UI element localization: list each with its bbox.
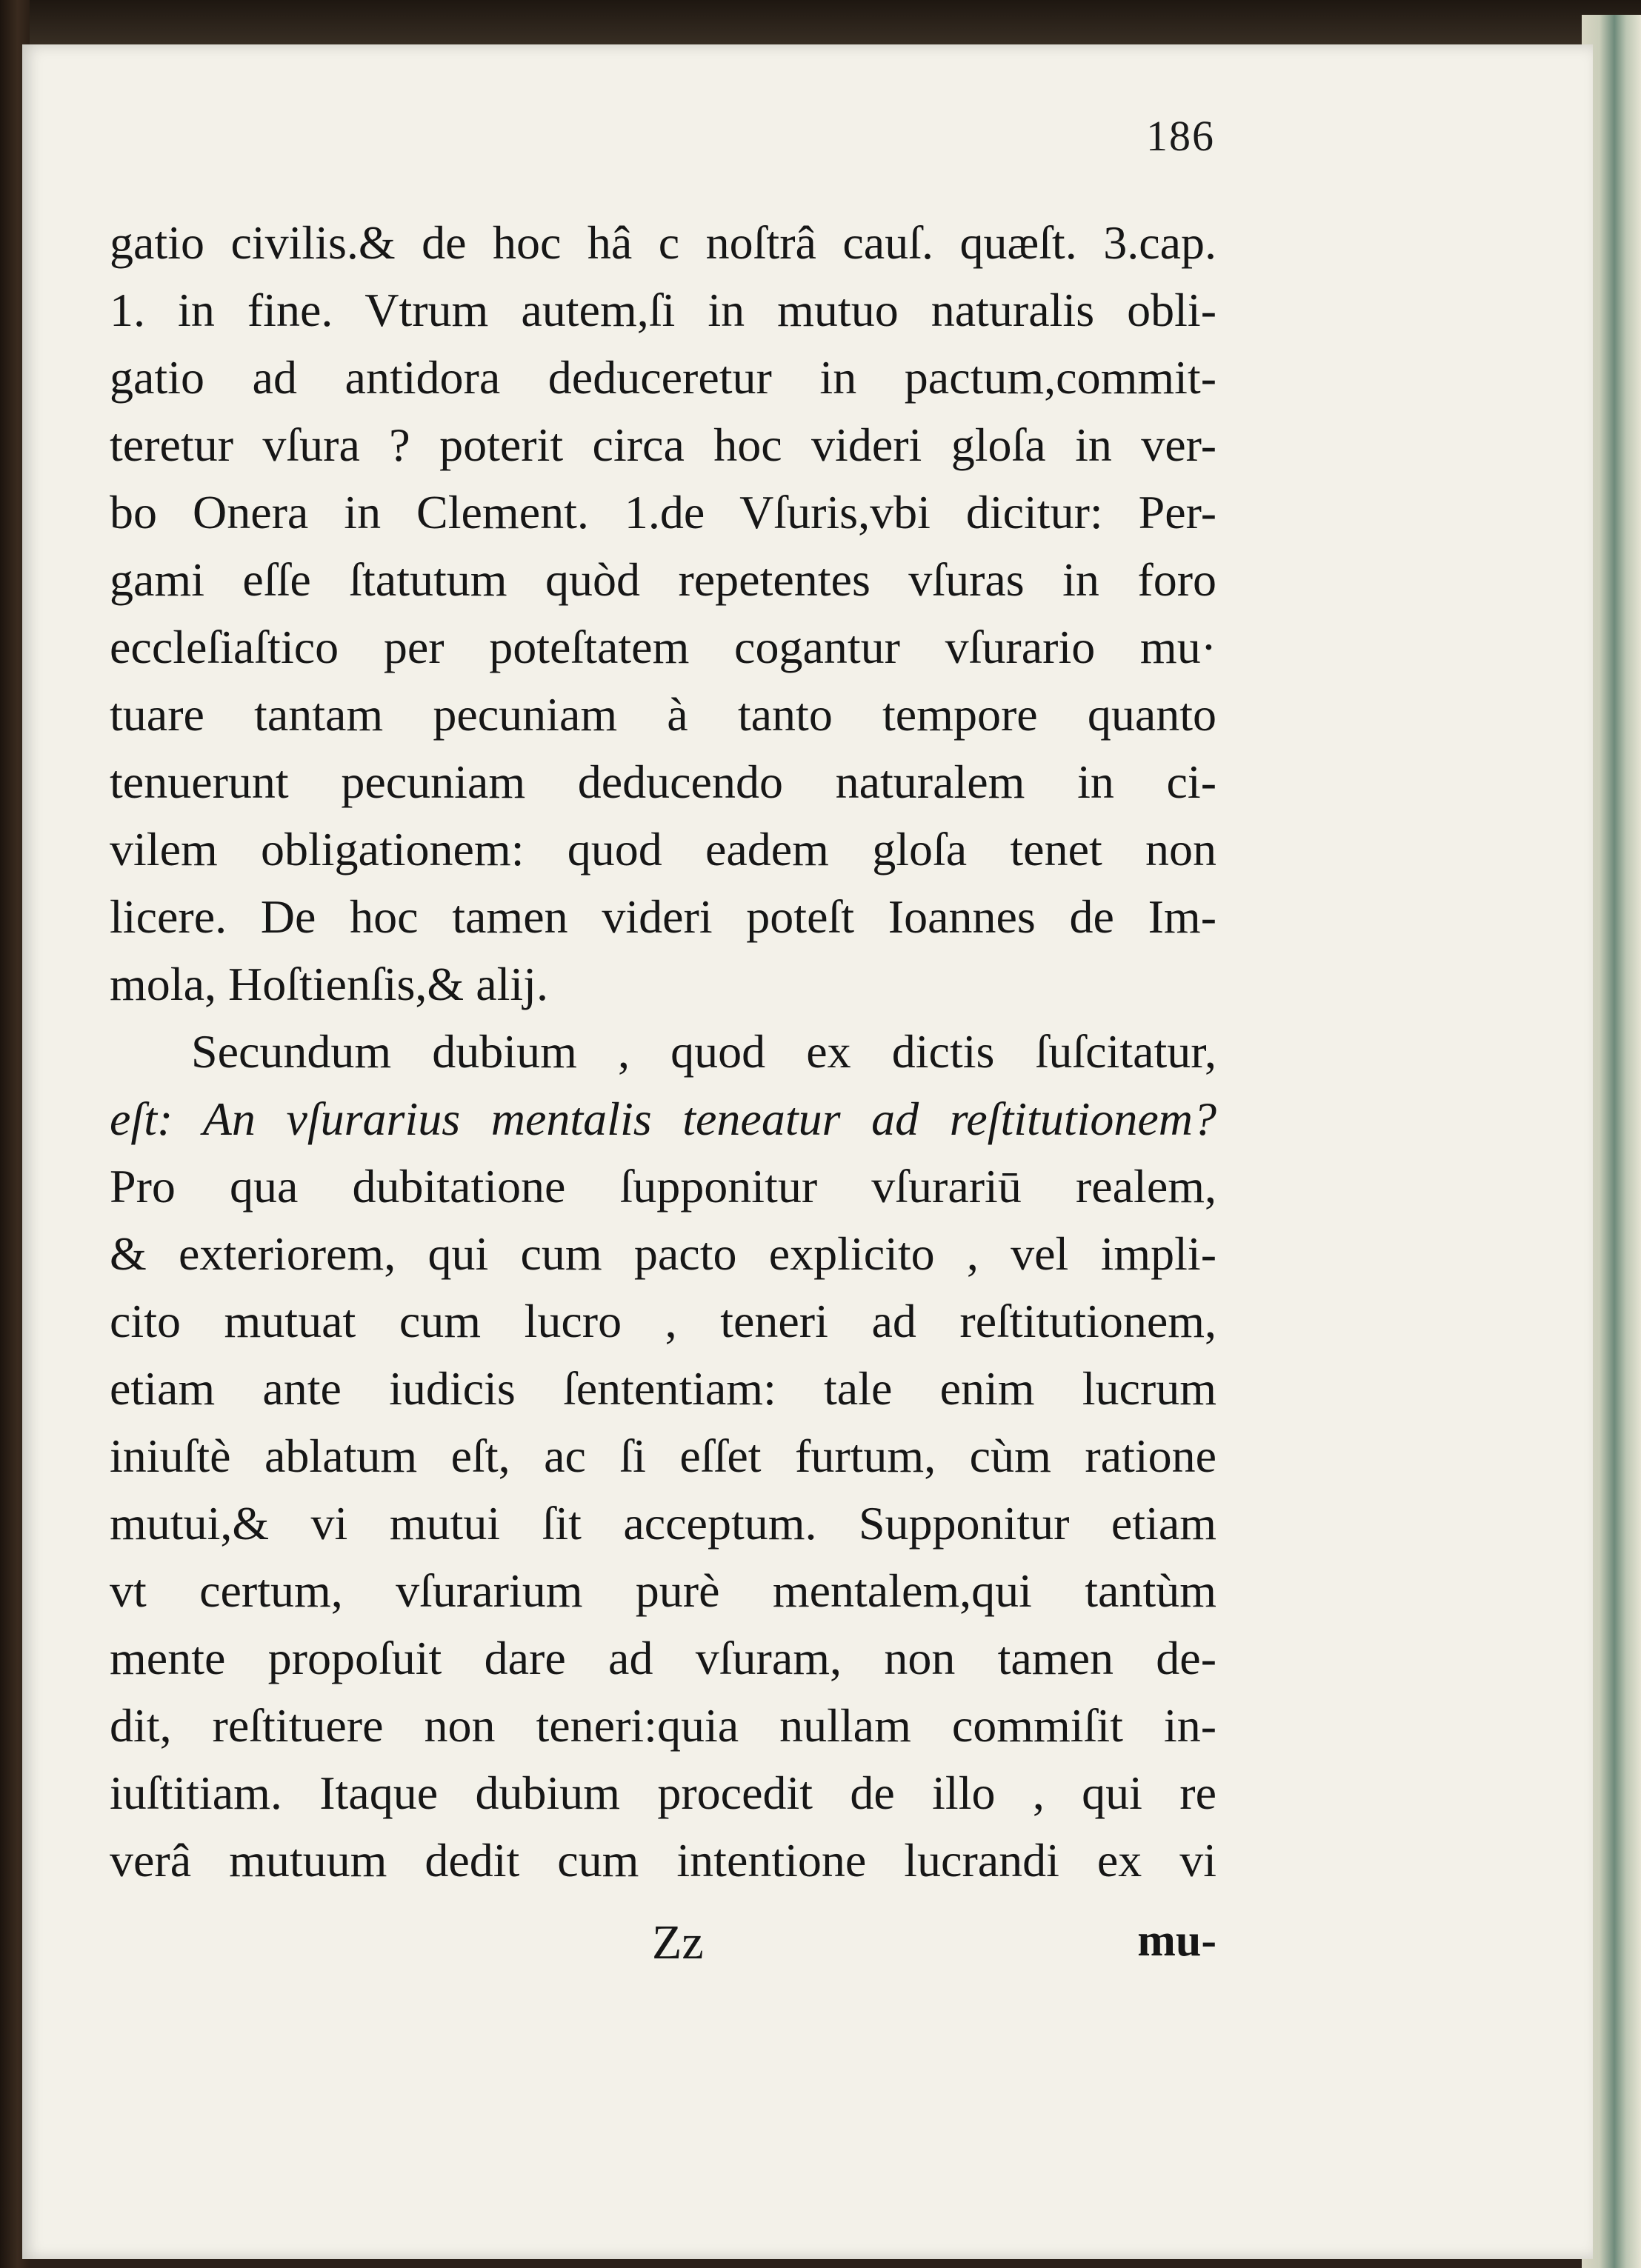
text-line: dit, reſtituere non teneri:quia nullam commiſit in- bbox=[110, 1699, 1216, 1752]
text-line-question: eſt: An vſurarius mentalis teneatur ad reſtitutionem? bbox=[110, 1093, 1216, 1145]
text-line: etiam ante iudicis ſententiam: tale enim lucrum bbox=[110, 1362, 1216, 1415]
text-line: verâ mutuum dedit cum intentione lucrandi ex vi bbox=[110, 1834, 1216, 1887]
text-line: & exteriorem, qui cum pacto explicito , vel impli- bbox=[110, 1227, 1216, 1280]
text-line: gatio civilis.& de hoc hâ c noſtrâ cauſ. quæſt. 3.cap. bbox=[110, 216, 1216, 269]
text-line: Secundum dubium , quod ex dictis ſuſcitatur, bbox=[191, 1025, 1216, 1078]
text-line: iuſtitiam. Itaque dubium procedit de illo , qui re bbox=[110, 1767, 1216, 1819]
text-line: gami eſſe ſtatutum quòd repetentes vſuras in foro bbox=[110, 553, 1216, 606]
signature-mark: Zz bbox=[652, 1915, 704, 1970]
body-text bbox=[110, 209, 1216, 1894]
text-line: teretur vſura ? poterit circa hoc videri gloſa in ver- bbox=[110, 418, 1216, 471]
page-number: 186 bbox=[1146, 112, 1215, 160]
text-line: vilem obligationem: quod eadem gloſa tenet non bbox=[110, 823, 1216, 875]
text-line: mutui,& vi mutui ſit acceptum. Supponitur etiam bbox=[110, 1497, 1216, 1550]
text-line: mola, Hoſtienſis,& alij. bbox=[110, 958, 548, 1010]
text-line: bo Onera in Clement. 1.de Vſuris,vbi dicitur: Per- bbox=[110, 486, 1216, 538]
text-line: tuare tantam pecuniam à tanto tempore quanto bbox=[110, 688, 1216, 741]
text-line: Pro qua dubitatione ſupponitur vſurariū realem, bbox=[110, 1160, 1216, 1213]
text-line: licere. De hoc tamen videri poteſt Ioannes de Im- bbox=[110, 890, 1216, 943]
catchword: mu- bbox=[1137, 1915, 1216, 1966]
text-line: 1. in fine. Vtrum autem,ſi in mutuo naturalis obli- bbox=[110, 284, 1216, 336]
text-line: iniuſtè ablatum eſt, ac ſi eſſet furtum, cùm ratione bbox=[110, 1430, 1216, 1482]
text-line: eccleſiaſtico per poteſtatem cogantur vſurario mu· bbox=[110, 621, 1216, 673]
text-line: mente propoſuit dare ad vſuram, non tamen de- bbox=[110, 1632, 1216, 1684]
text-line: vt certum, vſurarium purè mentalem,qui tantùm bbox=[110, 1564, 1216, 1617]
text-line: tenuerunt pecuniam deducendo naturalem in ci- bbox=[110, 756, 1216, 808]
text-line: cito mutuat cum lucro , teneri ad reſtitutionem, bbox=[110, 1295, 1216, 1347]
text-line: gatio ad antidora deduceretur in pactum,commit- bbox=[110, 351, 1216, 404]
